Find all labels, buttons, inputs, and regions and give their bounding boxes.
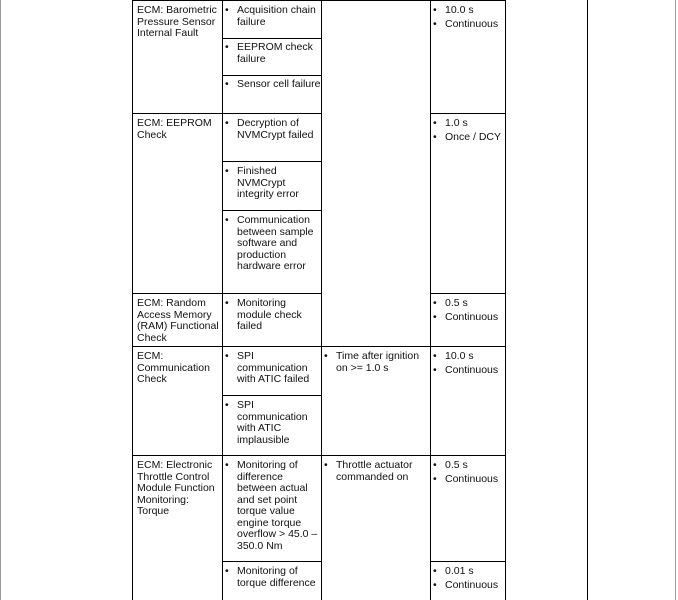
fault-condition: • Acquisition chain failure bbox=[223, 5, 321, 30]
fault-condition: • Decryption of NVMCrypt failed bbox=[223, 118, 321, 143]
row-divider bbox=[430, 113, 506, 114]
fault-condition: • Monitoring of difference between actual and set point torque value engine torque overflow > 45.0 – 350.0 Nm bbox=[223, 460, 321, 554]
fault-condition: • EEPROM check failure bbox=[223, 42, 321, 67]
ecm-monitor-name: ECM: Electronic Throttle Control Module Function Monitoring: Torque bbox=[137, 459, 215, 517]
fault-divider bbox=[222, 75, 322, 76]
ecm-monitor-name: ECM: Communication Check bbox=[137, 350, 210, 385]
timing-values: • 1.0 s • Once / DCY bbox=[431, 118, 505, 145]
fault-condition: • SPI communication with ATIC failed bbox=[223, 351, 321, 388]
fault-divider bbox=[222, 395, 322, 396]
ecm-monitor-name: ECM: EEPROM Check bbox=[137, 117, 212, 141]
fault-condition: • SPI communication with ATIC implausible bbox=[223, 400, 321, 448]
enable-condition: • Throttle actuator commanded on bbox=[322, 460, 429, 485]
column-divider bbox=[505, 0, 506, 600]
timing-values: • 10.0 s • Continuous bbox=[431, 351, 505, 378]
fault-divider bbox=[222, 161, 322, 162]
fault-condition: • Finished NVMCrypt integrity error bbox=[223, 166, 321, 203]
row-divider bbox=[430, 293, 506, 294]
fault-divider bbox=[222, 210, 322, 211]
column-divider bbox=[321, 0, 322, 600]
fault-divider bbox=[222, 561, 322, 562]
column-divider bbox=[587, 0, 588, 600]
ecm-monitor-name: ECM: Random Access Memory (RAM) Functional Check bbox=[137, 297, 219, 344]
fault-condition: • Monitoring of torque difference bbox=[223, 566, 321, 591]
timing-values: • 0.01 s • Continuous bbox=[431, 566, 505, 593]
timing-values: • 10.0 s • Continuous bbox=[431, 5, 505, 32]
ecm-monitor-name: ECM: Barometric Pressure Sensor Internal Fault bbox=[137, 4, 217, 39]
timing-values: • 0.5 s • Continuous bbox=[431, 298, 505, 325]
fault-divider bbox=[222, 38, 322, 39]
fault-condition: • Sensor cell failure bbox=[223, 79, 321, 93]
timing-values: • 0.5 s • Continuous bbox=[431, 460, 505, 487]
timing-divider bbox=[430, 561, 506, 562]
fault-condition: • Communication between sample software and production hardware error bbox=[223, 215, 321, 275]
fault-condition: • Monitoring module check failed bbox=[223, 298, 321, 335]
enable-condition: • Time after ignition on >= 1.0 s bbox=[322, 351, 429, 376]
